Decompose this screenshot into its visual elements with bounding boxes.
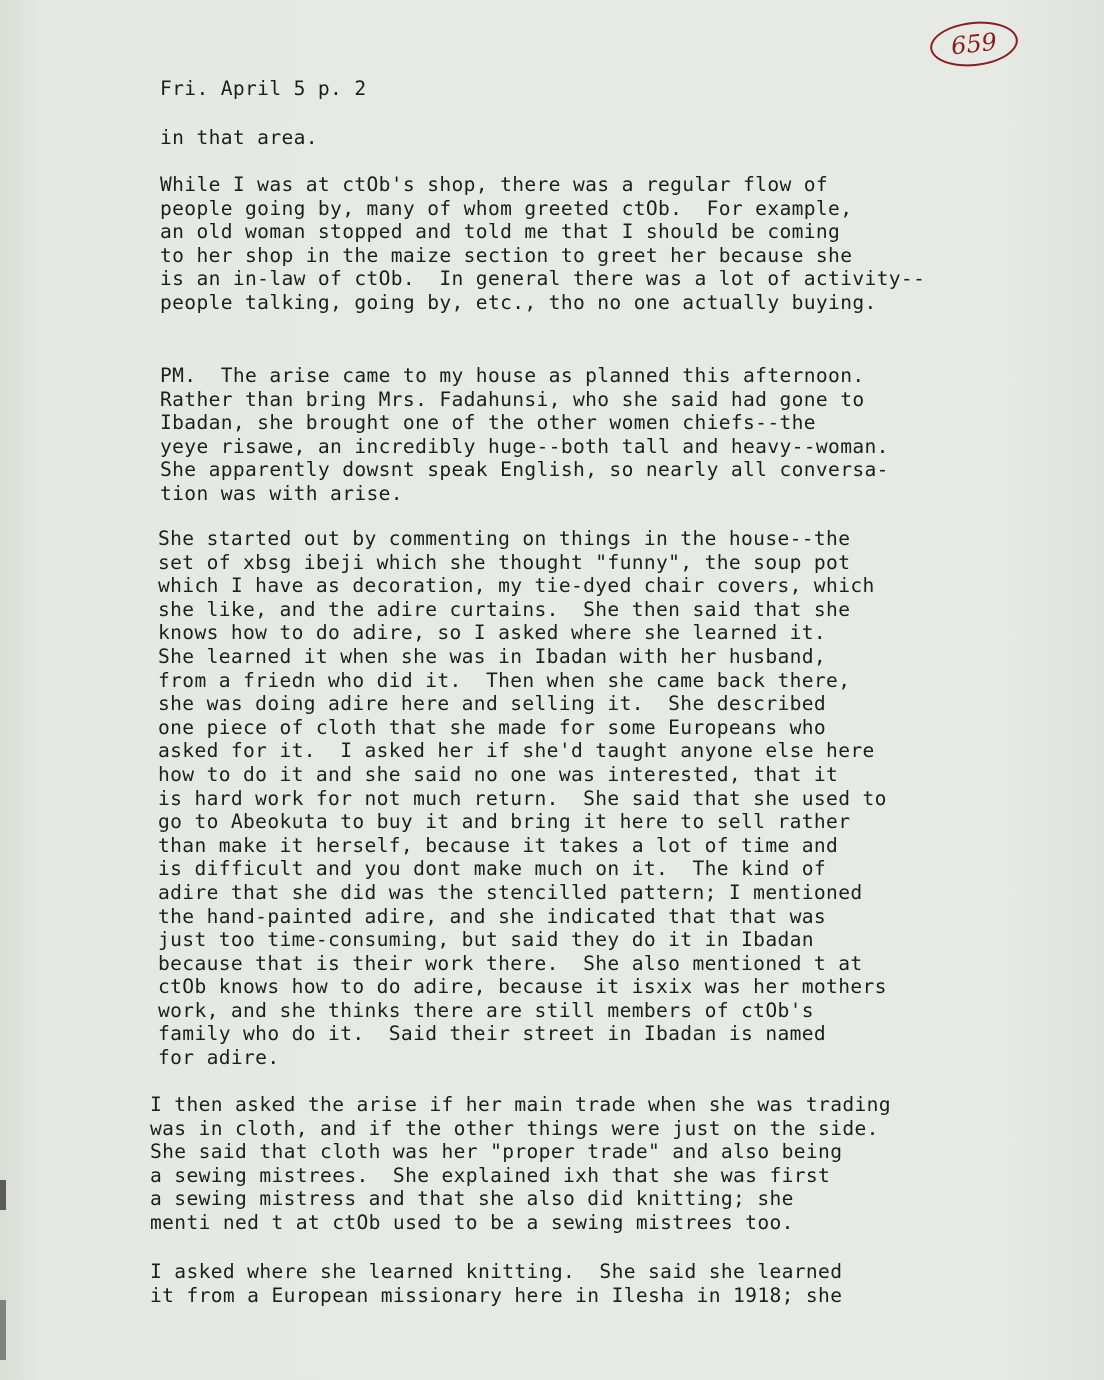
- paragraph-4: She started out by commenting on things in the house--the set of xbsg ibeji which she thought "funny", the soup pot which I have as decoration, my tie-dyed chair covers, which she like, and the adire curtains. She then said that she knows how to do adire, so I asked where she learned it. She learned it when she was in Ibadan with her husband, from a friedn who did it. Then when she came back there, she was doing adire here and selling it. She described one piece of cloth that she made for some Europeans who asked for it. I asked her if she'd taught anyone else here how to do it and she said no one was interested, that it is hard work for not much return. She said that she used to go to Abeokuta to buy it and bring it here to sell rather than make it herself, because it takes a lot of time and is difficult and you dont make much on it. The kind of adire that she did was the stencilled pattern; I mentioned the hand-painted adire, and she indicated that that was just too time-consuming, but said they do it in Ibadan because that is their work there. She also mentioned t at ctOb knows how to do adire, because it isxix was her mothers work, and she thinks there are still members of ctOb's family who do it. Said their street in Ibadan is named for adire.: [158, 527, 887, 1070]
- paragraph-6: I asked where she learned knitting. She said she learned it from a European missionary here in Ilesha in 1918; she: [150, 1260, 843, 1307]
- paragraph-5: I then asked the arise if her main trade when she was trading was in cloth, and if the other things were just on the side. She said that cloth was her "proper trade" and also being a sewing mistrees. She explained ixh that she was first a sewing mistress and that she also did knitting; she menti ned t at ctOb used to be a sewing mistrees too.: [150, 1093, 891, 1234]
- paragraph-1: in that area.: [160, 126, 318, 149]
- paragraph-2: While I was at ctOb's shop, there was a regular flow of people going by, many of whom greeted ctOb. For example, an old woman stopped and told me that I should be coming to her shop in the maize section to greet her because she is an in-law of ctOb. In general there was a lot of activity-- people talking, going by, etc., tho no one actually buying.: [160, 173, 926, 314]
- paragraph-3: PM. The arise came to my house as planned this afternoon. Rather than bring Mrs. Fadahunsi, who she said had gone to Ibadan, she brought one of the other women chiefs--the yeye risawe, an incredibly huge--both tall and heavy--woman. She apparently dowsnt speak English, so nearly all conversa- tion was with arise.: [160, 364, 889, 505]
- page-edge-shadow: [0, 1300, 6, 1360]
- page-number-circled: 659: [928, 18, 1020, 71]
- page-header: Fri. April 5 p. 2: [160, 77, 367, 100]
- page-edge-shadow: [0, 1180, 6, 1210]
